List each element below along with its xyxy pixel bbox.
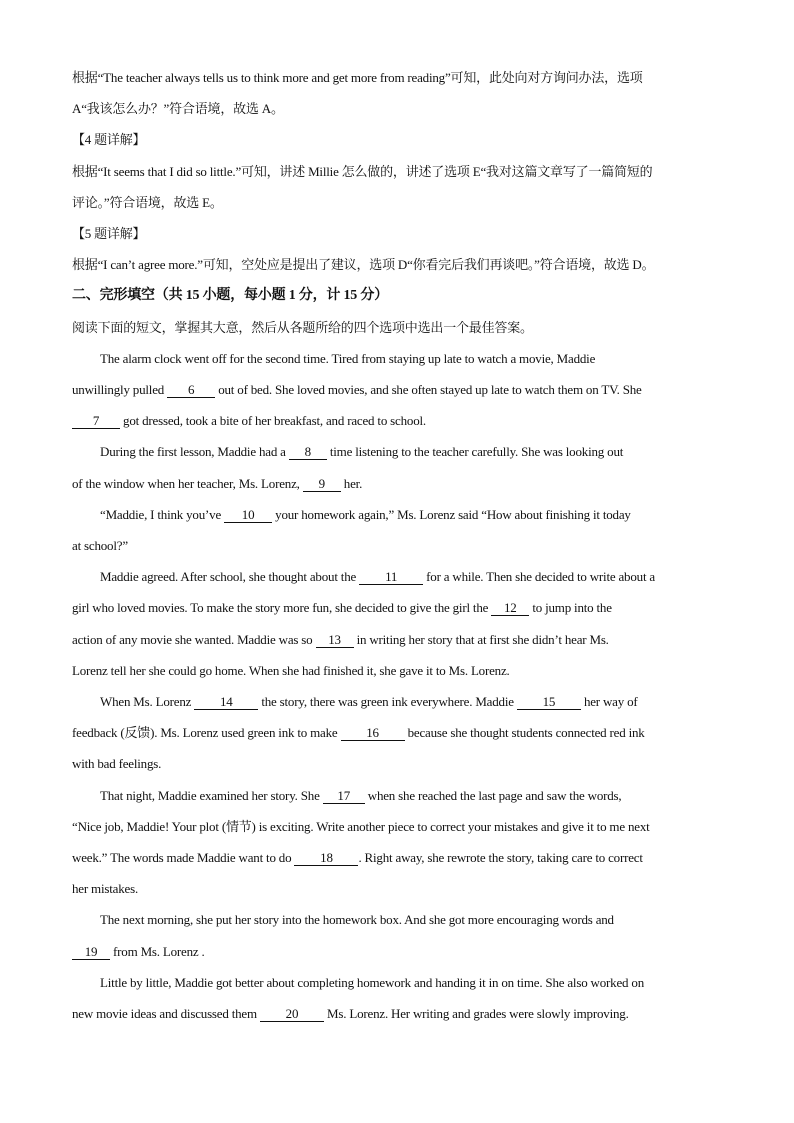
passage-text: “Maddie, I think you’ve bbox=[100, 506, 225, 522]
passage-line: with bad feelings. bbox=[72, 756, 162, 772]
passage-text: your homework again,” Ms. Lorenz said “How about finishing it today bbox=[272, 506, 631, 522]
passage-text: out of bed. She loved movies, and she often stayed up late to watch them on TV. She bbox=[215, 382, 642, 398]
blank-16: 16 bbox=[341, 726, 405, 741]
passage-text: unwillingly pulled bbox=[72, 382, 168, 398]
section-title: 二、完形填空（共 15 小题，每小题 1 分，计 15 分） bbox=[72, 288, 388, 304]
blank-10: 10 bbox=[224, 508, 272, 523]
blank-9: 9 bbox=[303, 477, 341, 492]
blank-12: 12 bbox=[491, 601, 529, 616]
blank-20: 20 bbox=[260, 1007, 324, 1022]
passage-line bbox=[72, 499, 724, 530]
answer-q3-line1: 根据“The teacher always tells us to think more and get more from reading”可知，此处向对方询问办法，选项 bbox=[72, 70, 643, 85]
passage-text: time listening to the teacher carefully. She was looking out bbox=[326, 444, 624, 460]
blank-11: 11 bbox=[359, 570, 423, 585]
passage-line bbox=[72, 436, 724, 467]
answer-q3-line2: A“我该怎么办？”符合语境，故选 A。 bbox=[72, 101, 284, 117]
passage-line bbox=[72, 936, 724, 967]
passage-line bbox=[72, 374, 724, 405]
passage-text: During the first lesson, Maddie had a bbox=[100, 444, 289, 460]
passage-line bbox=[72, 624, 724, 655]
blank-17: 17 bbox=[323, 789, 365, 804]
passage-text: the story, there was green ink everywhere. Maddie bbox=[258, 694, 517, 710]
answer-q4-line2: 评论。”符合语境，故选 E。 bbox=[72, 194, 223, 210]
passage-text: feedback (反馈). Ms. Lorenz used green ink to make bbox=[72, 725, 341, 741]
passage-text: week.” The words made Maddie want to do bbox=[72, 850, 295, 866]
answer-q4-heading: 【4 题详解】 bbox=[72, 132, 146, 148]
passage-line bbox=[72, 592, 724, 623]
blank-14: 14 bbox=[194, 695, 258, 710]
passage-text: new movie ideas and discussed them bbox=[72, 1006, 260, 1022]
passage-text: of the window when her teacher, Ms. Lorenz, bbox=[72, 475, 303, 491]
section-instruction: 阅读下面的短文，掌握其大意，然后从各题所给的四个选项中选出一个最佳答案。 bbox=[72, 319, 533, 335]
passage-text: Ms. Lorenz. Her writing and grades were slowly improving. bbox=[323, 1006, 629, 1022]
blank-19: 19 bbox=[72, 945, 110, 960]
passage-text: because she thought students connected red ink bbox=[404, 725, 645, 741]
passage-text: girl who loved movies. To make the story more fun, she decided to give the girl the bbox=[72, 600, 492, 616]
passage-text: That night, Maddie examined her story. She bbox=[100, 787, 323, 803]
passage-line: The alarm clock went off for the second time. Tired from staying up late to watch a movie, Maddie bbox=[100, 350, 596, 366]
blank-15: 15 bbox=[517, 695, 581, 710]
blank-7: 7 bbox=[72, 414, 120, 429]
passage-line bbox=[72, 717, 724, 748]
passage-line: “Nice job, Maddie! Your plot (情节) is exciting. Write another piece to correct your mistakes and give it to me next bbox=[72, 818, 650, 834]
passage-text: her way of bbox=[580, 694, 638, 710]
passage-line: The next morning, she put her story into the homework box. And she got more encouraging words and bbox=[100, 912, 614, 928]
passage-line: Lorenz tell her she could go home. When she had finished it, she gave it to Ms. Lorenz. bbox=[72, 662, 510, 678]
passage-line bbox=[72, 686, 724, 717]
passage-line bbox=[72, 405, 724, 436]
answer-q5-line1: 根据“I can’t agree more.”可知，空处应是提出了建议，选项 D“你看完后我们再谈吧。”符合语境，故选 D。 bbox=[72, 257, 655, 273]
passage-line bbox=[72, 780, 724, 811]
passage-text: got dressed, took a bite of her breakfast, and raced to school. bbox=[120, 413, 426, 429]
passage-text: in writing her story that at first she didn’t hear Ms. bbox=[353, 631, 609, 647]
passage-line: Little by little, Maddie got better about completing homework and handing it in on time. She also worked on bbox=[100, 974, 644, 990]
passage-text: her. bbox=[340, 475, 363, 491]
passage-line bbox=[72, 468, 724, 499]
passage-text: When Ms. Lorenz bbox=[100, 694, 195, 710]
passage-line bbox=[72, 561, 724, 592]
passage-text: when she reached the last page and saw the words, bbox=[364, 787, 622, 803]
passage-line: at school?” bbox=[72, 538, 128, 554]
passage-text: for a while. Then she decided to write about a bbox=[423, 569, 655, 585]
blank-6: 6 bbox=[167, 383, 215, 398]
document-page bbox=[72, 62, 724, 1029]
passage-line bbox=[72, 842, 724, 873]
answer-q4-line1: 根据“It seems that I did so little.”可知，讲述 Millie 怎么做的，讲述了选项 E“我对这篇文章写了一篇简短的 bbox=[72, 163, 653, 179]
blank-18: 18 bbox=[294, 851, 358, 866]
passage-line bbox=[72, 998, 724, 1029]
answer-q5-heading: 【5 题详解】 bbox=[72, 226, 146, 242]
passage-line: her mistakes. bbox=[72, 881, 138, 897]
passage-text: to jump into the bbox=[529, 600, 612, 616]
passage-text: . Right away, she rewrote the story, taking care to correct bbox=[358, 850, 643, 866]
passage-text: Maddie agreed. After school, she thought about the bbox=[100, 569, 360, 585]
blank-13: 13 bbox=[316, 633, 354, 648]
blank-8: 8 bbox=[289, 445, 327, 460]
passage-text: from Ms. Lorenz . bbox=[110, 943, 205, 959]
passage-text: action of any movie she wanted. Maddie was so bbox=[72, 631, 316, 647]
